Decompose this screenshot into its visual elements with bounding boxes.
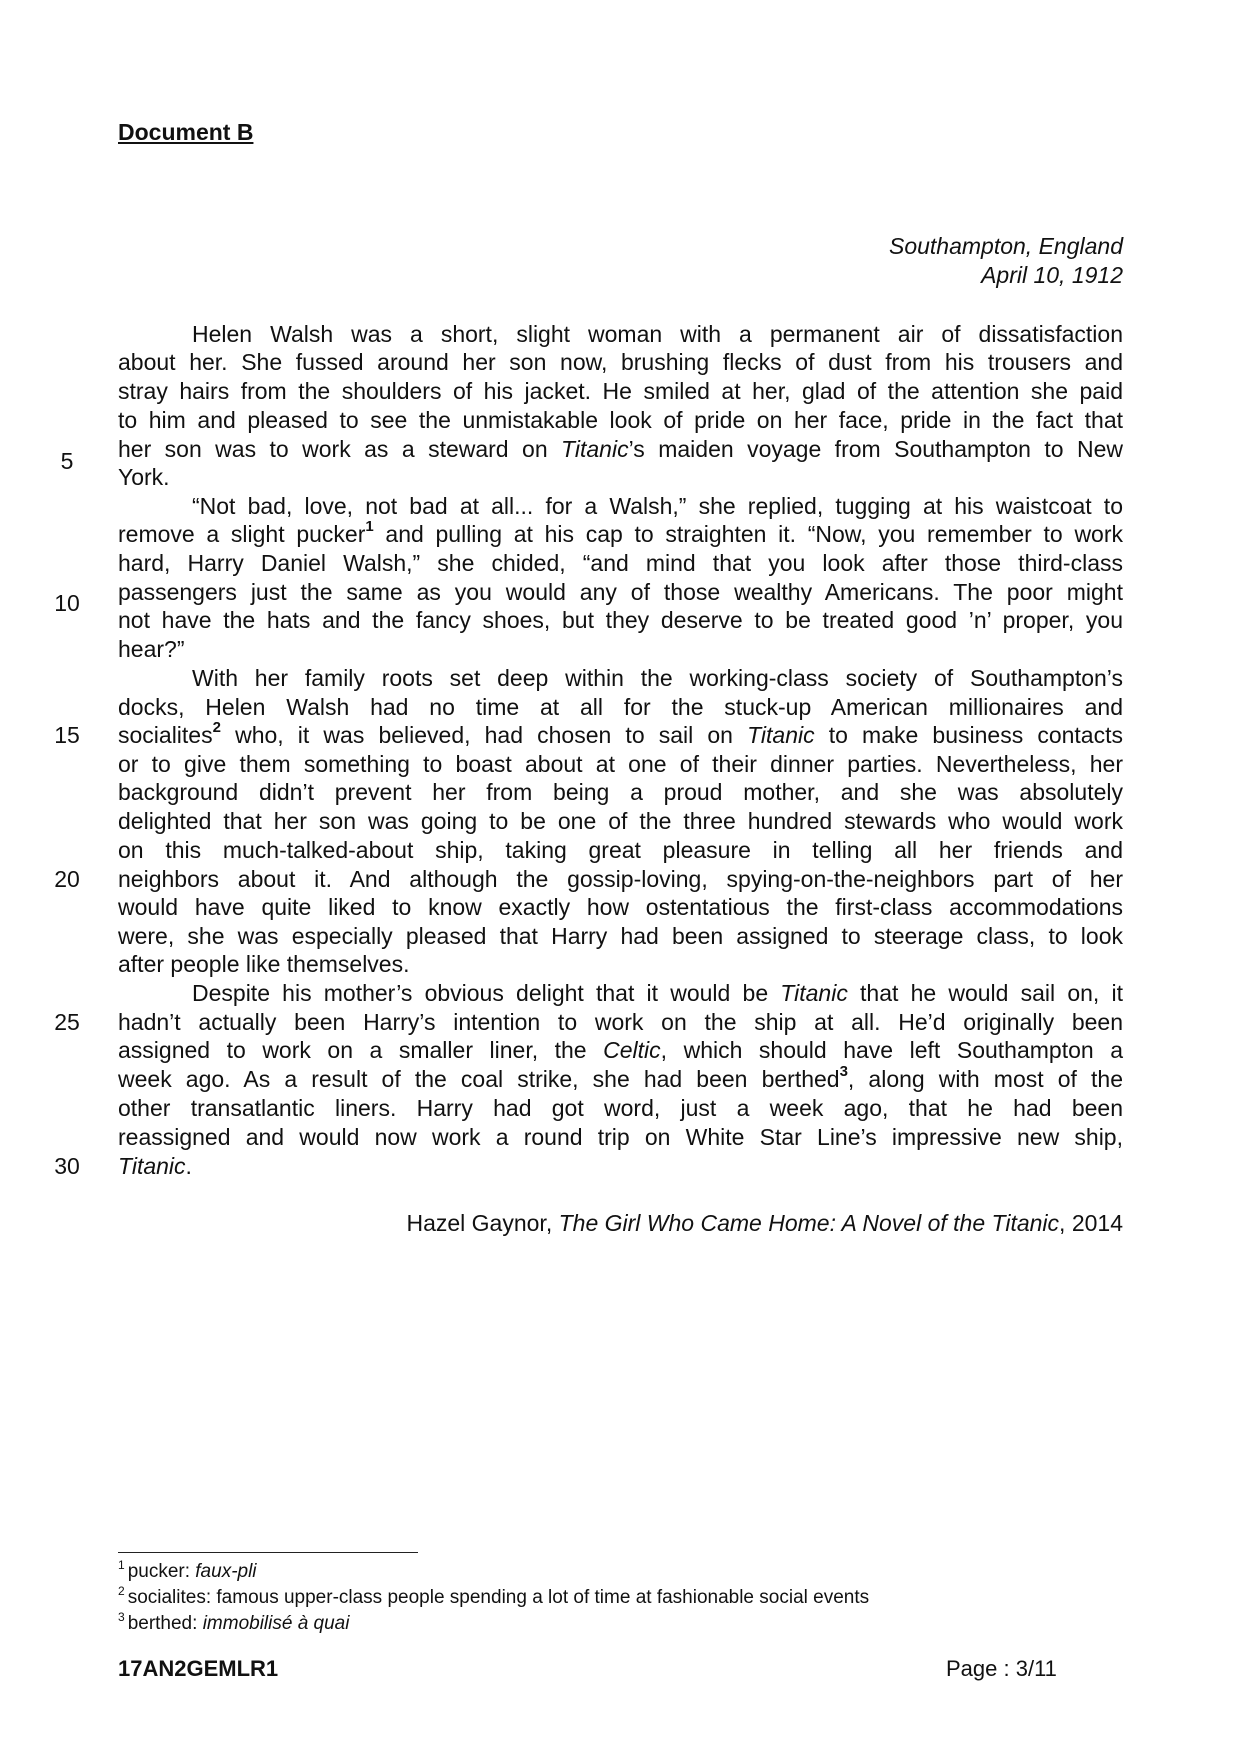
text-line [118, 1036, 1123, 1065]
footnote-reference: 1 [365, 518, 374, 536]
line-number: 30 [54, 1153, 80, 1179]
text-segment: to him and pleased to see the unmistakable look of pride on her face, pride in the fact that [118, 407, 1123, 433]
text-line [118, 463, 1123, 492]
line-number: 15 [54, 722, 80, 748]
text-line [118, 406, 1123, 435]
footnote-term: berthed: [127, 1613, 203, 1634]
text-line [118, 721, 1123, 750]
text-line [118, 865, 1123, 894]
line-number: 10 [54, 590, 80, 616]
text-segment: remove a slight pucker [118, 521, 366, 547]
text-segment: and pulling at his cap to straighten it. “Now, you remember to work [373, 521, 1123, 547]
text-line [192, 320, 1123, 349]
document-title: Document B [118, 119, 254, 145]
text-segment: her son was to work as a steward on [118, 436, 562, 462]
text-line [118, 1152, 1123, 1181]
text-segment: not have the hats and the fancy shoes, but they deserve to be treated good ’n’ proper, you [118, 607, 1123, 633]
italic-title: Titanic [561, 436, 629, 462]
text-segment: Despite his mother’s obvious delight that it would be [192, 980, 781, 1006]
dateline-date: April 10, 1912 [981, 262, 1123, 288]
text-segment: docks, Helen Walsh had no time at all for the stuck-up American millionaires and [118, 694, 1123, 720]
text-line [118, 549, 1123, 578]
text-segment: other transatlantic liners. Harry had got word, just a week ago, that he had been [118, 1095, 1123, 1121]
source-year: , 2014 [1059, 1210, 1123, 1236]
text-line [118, 377, 1123, 406]
footnote-gloss: famous upper-class people spending a lot of time at fashionable social events [216, 1587, 870, 1608]
text-line [118, 348, 1123, 377]
footnote-term: pucker: [127, 1561, 196, 1582]
footnote-gloss: immobilisé à quai [202, 1613, 350, 1634]
text-segment: stray hairs from the shoulders of his jacket. He smiled at her, glad of the attention she paid [118, 378, 1123, 404]
text-line [118, 1008, 1123, 1037]
text-segment: With her family roots set deep within the working-class society of Southampton’s [192, 665, 1123, 691]
text-segment: , which should have left Southampton a [660, 1037, 1123, 1063]
text-line [118, 1123, 1123, 1152]
italic-title: Celtic [603, 1037, 661, 1063]
text-line [118, 807, 1123, 836]
italic-title: Titanic [118, 1153, 186, 1179]
text-segment: “Not bad, love, not bad at all... for a Walsh,” she replied, tugging at his waistcoat to [192, 493, 1123, 519]
footnote-term: socialites: [127, 1587, 217, 1608]
dateline-place: Southampton, England [888, 233, 1123, 259]
text-line [118, 435, 1123, 464]
text-line [118, 750, 1123, 779]
text-segment: would have quite liked to know exactly how ostentatious the first-class accommodations [118, 894, 1123, 920]
text-segment: , along with most of the [847, 1066, 1123, 1092]
text-segment: or to give them something to boast about at one of their dinner parties. Nevertheless, her [118, 751, 1123, 777]
line-number: 20 [54, 866, 80, 892]
source-author: Hazel Gaynor, [406, 1210, 559, 1236]
text-segment: about her. She fussed around her son now, brushing flecks of dust from his trousers and [118, 349, 1123, 375]
footnote-divider [118, 1552, 418, 1553]
footnote-number: 1 [118, 1557, 125, 1572]
text-segment: hard, Harry Daniel Walsh,” she chided, “and mind that you look after those third-class [118, 550, 1123, 576]
page-number: Page : 3/11 [946, 1656, 1057, 1681]
text-line [118, 520, 1123, 549]
text-segment: delighted that her son was going to be one of the three hundred stewards who would work [118, 808, 1123, 834]
text-line [118, 778, 1123, 807]
text-segment: . [185, 1153, 192, 1179]
text-line [118, 635, 1123, 664]
text-segment: that he would sail on, it [847, 980, 1123, 1006]
line-number: 25 [54, 1009, 80, 1035]
footnote-gloss: faux-pli [195, 1561, 257, 1582]
text-segment: passengers just the same as you would any of those wealthy Americans. The poor might [118, 579, 1123, 605]
text-line [118, 578, 1123, 607]
text-line [118, 606, 1123, 635]
footnote-reference: 2 [212, 719, 221, 737]
source-citation [406, 1209, 1123, 1238]
line-number: 5 [60, 448, 74, 474]
footnote-1 [118, 1557, 257, 1584]
text-line [118, 893, 1123, 922]
text-segment: reassigned and would now work a round trip on White Star Line’s impressive new ship, [118, 1124, 1123, 1150]
footnote-reference: 3 [839, 1063, 848, 1081]
text-line [118, 922, 1123, 951]
source-work: The Girl Who Came Home: A Novel of the Titanic [558, 1210, 1060, 1236]
text-segment: neighbors about it. And although the gossip-loving, spying-on-the-neighbors part of her [118, 866, 1123, 892]
text-segment: hear?” [118, 636, 185, 662]
text-segment: ’s maiden voyage from Southampton to New [628, 436, 1123, 462]
text-line [118, 950, 1123, 979]
text-line [118, 1094, 1123, 1123]
text-segment: Helen Walsh was a short, slight woman with a permanent air of dissatisfaction [192, 321, 1123, 347]
text-segment: after people like themselves. [118, 951, 410, 977]
text-line [192, 664, 1123, 693]
text-segment: on this much-talked-about ship, taking great pleasure in telling all her friends and [118, 837, 1123, 863]
text-segment: were, she was especially pleased that Harry had been assigned to steerage class, to look [118, 923, 1123, 949]
footnote-2 [118, 1583, 870, 1610]
exam-code: 17AN2GEMLR1 [118, 1656, 279, 1681]
text-segment: York. [118, 464, 170, 490]
text-line [118, 693, 1123, 722]
text-segment: who, it was believed, had chosen to sail on [220, 722, 748, 748]
text-line [192, 492, 1123, 521]
text-segment: hadn’t actually been Harry’s intention to work on the ship at all. He’d originally been [118, 1009, 1123, 1035]
footnote-number: 3 [118, 1609, 125, 1624]
text-line [118, 1065, 1123, 1094]
footnote-3 [118, 1609, 350, 1636]
italic-title: Titanic [747, 722, 815, 748]
dateline [889, 232, 1123, 290]
footnote-number: 2 [118, 1583, 125, 1598]
text-segment: assigned to work on a smaller liner, the [118, 1037, 604, 1063]
text-segment: week ago. As a result of the coal strike, she had been berthed [118, 1066, 840, 1092]
text-line [118, 836, 1123, 865]
text-segment: socialites [118, 722, 213, 748]
text-segment: to make business contacts [814, 722, 1123, 748]
italic-title: Titanic [780, 980, 848, 1006]
text-segment: background didn’t prevent her from being a proud mother, and she was absolutely [118, 779, 1123, 805]
text-line [192, 979, 1123, 1008]
